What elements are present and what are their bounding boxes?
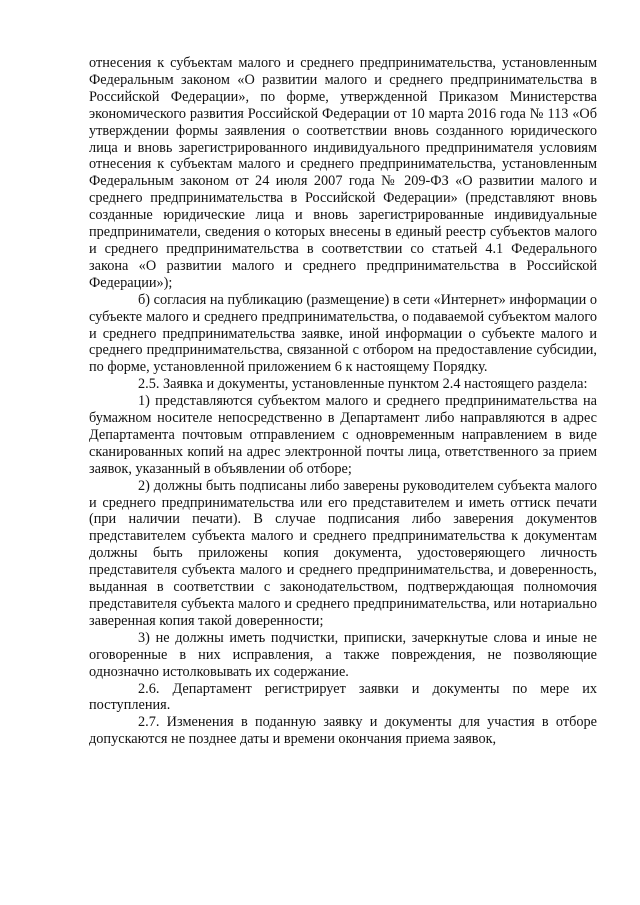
paragraph-continuation: отнесения к субъектам малого и среднего предпринимательства, установленным Федеральным законом «О развитии малого и среднего предпринимательства в Российской Федерации», по форме, утвержденной Приказом Министерства экономического развития Российской Федерации от 10 марта 2016 года № 113 «Об утверждении формы заявления о соответствии вновь созданного юридического лица и вновь зарегистрированного индивидуального предпринимателя условиям отнесения к субъектам малого и среднего предпринимательства, установленным Федеральным законом от 24 июля 2007 года № 209-ФЗ «О развитии малого и среднего предпринимательства в Российской Федерации» (представляют вновь созданные юридические лица и вновь зарегистрированные индивидуальные предприниматели, сведения о которых внесены в единый реестр субъектов малого и среднего предпринимательства в соответствии со статьей 4.1 Федерального закона «О развитии малого и среднего предпринимательства в Российской Федерации»);	[89, 55, 597, 291]
paragraph-2-5-item-1: 1) представляются субъектом малого и среднего предпринимательства на бумажном носителе непосредственно в Департамент либо направляются в адрес Департамента почтовым отправлением с одновременным направлением в виде сканированных копий на адрес электронной почты лица, ответственного за прием заявок, указанный в объявлении об отборе;	[89, 393, 597, 477]
document-page	[89, 55, 597, 748]
paragraph-2-6: 2.6. Департамент регистрирует заявки и документы по мере их поступления.	[89, 680, 597, 714]
paragraph-item-b: б) согласия на публикацию (размещение) в сети «Интернет» информации о субъекте малого и среднего предпринимательства, о подаваемой субъектом малого и среднего предпринимательства заявке, иной информации о субъекте малого и среднего предпринимательства, связанной с отбором на предоставление субсидии, по форме, установленной приложением 6 к настоящему Порядку.	[89, 291, 597, 376]
paragraph-2-5: 2.5. Заявка и документы, установленные пунктом 2.4 настоящего раздела:	[138, 376, 588, 393]
paragraph-2-5-item-2: 2) должны быть подписаны либо заверены руководителем субъекта малого и среднего предпринимательства или его представителем и иметь оттиск печати (при наличии печати). В случае подписания либо заверения документов представителем субъекта малого и среднего предпринимательства к документам должны быть приложены копия документа, удостоверяющего личность представителя субъекта малого и среднего предпринимательства, и доверенность, выданная в соответствии с законодательством, подтверждающая полномочия представителя субъекта малого и среднего предпринимательства, или нотариально заверенная копия такой доверенности;	[89, 477, 597, 629]
paragraph-2-5-item-3: 3) не должны иметь подчистки, приписки, зачеркнутые слова и иные не оговоренные в них исправления, а также повреждения, не позволяющие однозначно истолковывать их содержание.	[89, 629, 597, 680]
paragraph-2-7: 2.7. Изменения в поданную заявку и документы для участия в отборе допускаются не позднее даты и времени окончания приема заявок,	[89, 714, 597, 748]
